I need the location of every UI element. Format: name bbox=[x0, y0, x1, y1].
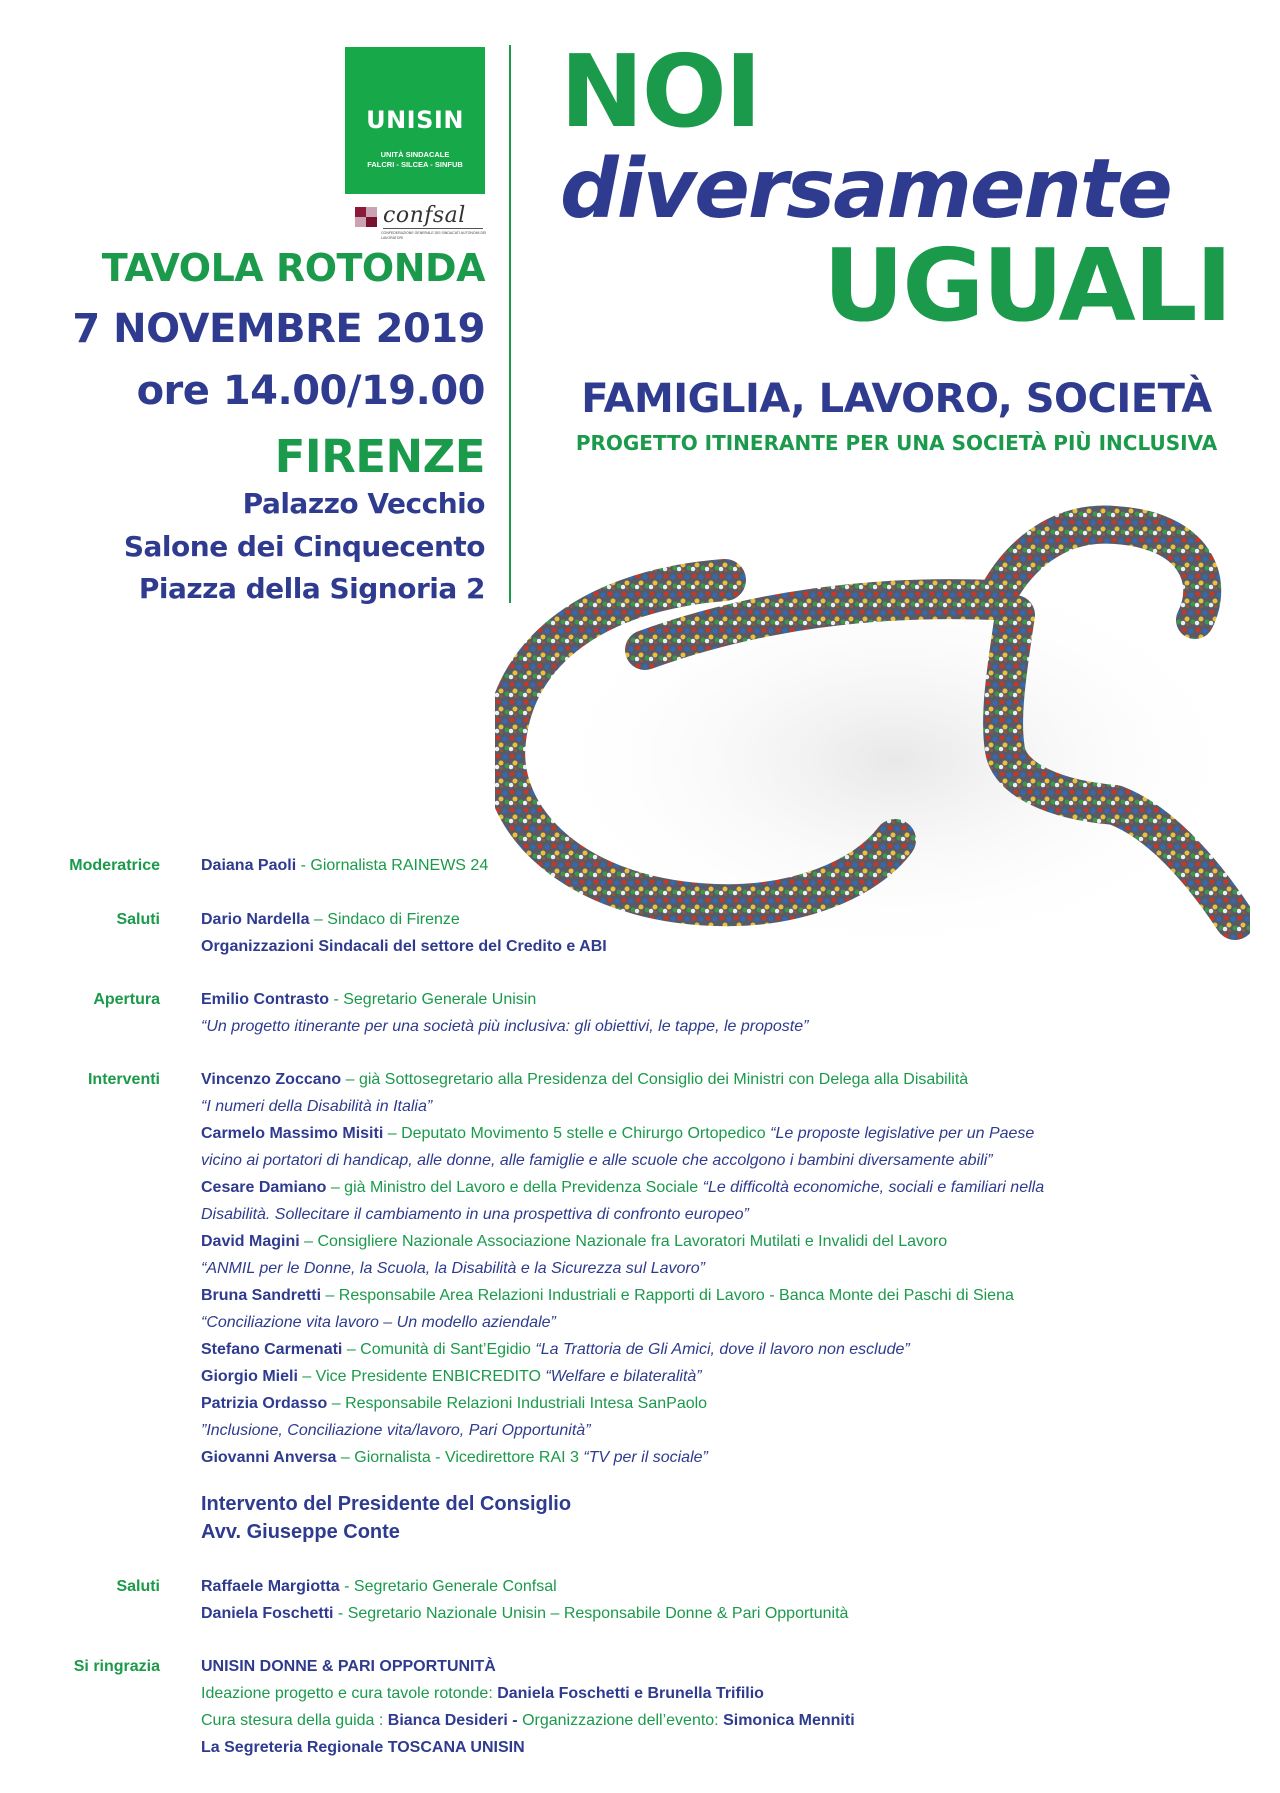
guida-name: Bianca Desideri bbox=[387, 1712, 508, 1729]
foschetti-name: Daniela Foschetti bbox=[201, 1605, 334, 1622]
carmenati-role: – Comunità di Sant’Egidio bbox=[342, 1341, 536, 1358]
org-evento-text: Organizzazione dell’evento: bbox=[522, 1712, 724, 1729]
moderatrice-role: - Giornalista RAINEWS 24 bbox=[296, 857, 489, 874]
title-uguali: UGUALI bbox=[823, 227, 1231, 344]
sandretti-name: Bruna Sandretti bbox=[201, 1287, 322, 1304]
sandretti-quote: “Conciliazione vita lavoro – Un modello aziendale” bbox=[201, 1314, 556, 1331]
interventi-label: Interventi bbox=[87, 1071, 160, 1088]
event-time: ore 14.00/19.00 bbox=[136, 368, 485, 414]
tagline: PROGETTO ITINERANTE PER UNA SOCIETÀ PIÙ INCLUSIVA bbox=[575, 431, 1218, 455]
anversa-quote: “TV per il sociale” bbox=[583, 1449, 708, 1466]
misiti-quote-2: vicino ai portatori di handicap, alle donne, alle famiglie e alle scuole che accolgono i bambini diversamente abili” bbox=[201, 1152, 993, 1169]
confsal-tagline: CONFEDERAZIONE GENERALE DEI SINDACATI AUTONOMI DEI LAVORATORI bbox=[381, 231, 487, 240]
saluti2-label: Saluti bbox=[116, 1578, 160, 1595]
title-diversamente: diversamente bbox=[560, 142, 1171, 237]
moderatrice-name: Daiana Paoli bbox=[201, 857, 297, 874]
guida-text: Cura stesura della guida : bbox=[201, 1712, 388, 1729]
magini-name: David Magini bbox=[201, 1233, 300, 1250]
zoccano-role: – già Sottosegretario alla Presidenza del Consiglio dei Ministri con Delega alla Disabilità bbox=[341, 1071, 969, 1088]
confsal-logo-name: confsal bbox=[383, 203, 466, 228]
mieli-name: Giorgio Mieli bbox=[201, 1368, 298, 1385]
margiotta-name: Raffaele Margiotta bbox=[201, 1578, 340, 1595]
mieli-quote: “Welfare e bilateralità” bbox=[545, 1368, 702, 1385]
ringrazia-org: UNISIN DONNE & PARI OPPORTUNITÀ bbox=[201, 1658, 496, 1675]
margiotta-role: - Segretario Generale Confsal bbox=[339, 1578, 557, 1595]
segreteria: La Segreteria Regionale TOSCANA UNISIN bbox=[201, 1739, 525, 1756]
org-evento-name: Simonica Menniti bbox=[723, 1712, 855, 1729]
magini-quote: “ANMIL per le Donne, la Scuola, la Disabilità e la Sicurezza sul Lavoro” bbox=[201, 1260, 705, 1277]
unisin-sub-line1: UNITÀ SINDACALE bbox=[380, 150, 450, 159]
anversa-role: – Giornalista - Vicedirettore RAI 3 bbox=[336, 1449, 584, 1466]
title-noi: NOI bbox=[560, 33, 760, 150]
ordasso-role: – Responsabile Relazioni Industriali Intesa SanPaolo bbox=[327, 1395, 708, 1412]
saluti1-name: Dario Nardella bbox=[201, 911, 310, 928]
confsal-logo bbox=[355, 203, 490, 239]
event-city: FIRENZE bbox=[274, 430, 485, 483]
ideazione-text: Ideazione progetto e cura tavole rotonde: bbox=[201, 1685, 498, 1702]
ringrazia-label: Si ringrazia bbox=[73, 1658, 160, 1675]
damiano-role: – già Ministro del Lavoro e della Previdenza Sociale bbox=[326, 1179, 703, 1196]
zoccano-quote: “I numeri della Disabilità in Italia” bbox=[201, 1098, 433, 1115]
unisin-logo-name: UNISIN bbox=[366, 106, 464, 134]
presidente-line2: Avv. Giuseppe Conte bbox=[201, 1521, 400, 1543]
moderatrice-label: Moderatrice bbox=[69, 857, 160, 874]
unisin-logo-subtitle bbox=[345, 150, 485, 170]
subtitle: FAMIGLIA, LAVORO, SOCIETÀ bbox=[581, 376, 1212, 422]
mieli-role: – Vice Presidente ENBICREDITO bbox=[297, 1368, 546, 1385]
saluti1-org: Organizzazioni Sindacali del settore del Credito e ABI bbox=[201, 938, 607, 955]
misiti-role: – Deputato Movimento 5 stelle e Chirurgo Ortopedico bbox=[383, 1125, 771, 1142]
foschetti-role: - Segretario Nazionale Unisin – Responsabile Donne & Pari Opportunità bbox=[333, 1605, 849, 1622]
ordasso-quote: ”Inclusione, Conciliazione vita/lavoro, Pari Opportunità” bbox=[201, 1422, 591, 1439]
apertura-label: Apertura bbox=[93, 991, 160, 1008]
damiano-name: Cesare Damiano bbox=[201, 1179, 327, 1196]
crowd-wheelchair-image bbox=[495, 500, 1250, 960]
apertura-quote: “Un progetto itinerante per una società più inclusiva: gli obiettivi, le tappe, le proposte” bbox=[201, 1018, 809, 1035]
ideazione-names: Daniela Foschetti e Brunella Trifilio bbox=[497, 1685, 764, 1702]
carmenati-quote: “La Trattoria de Gli Amici, dove il lavoro non esclude” bbox=[535, 1341, 910, 1358]
damiano-quote-1: “Le difficoltà economiche, sociali e familiari nella bbox=[702, 1179, 1045, 1196]
event-venue2: Salone dei Cinquecento bbox=[123, 530, 485, 563]
event-type: TAVOLA ROTONDA bbox=[101, 246, 485, 290]
confsal-squares-icon bbox=[355, 207, 379, 229]
ringrazia-separator: - bbox=[507, 1712, 523, 1729]
carmenati-name: Stefano Carmenati bbox=[201, 1341, 343, 1358]
saluti1-label: Saluti bbox=[116, 911, 160, 928]
presidente-line1: Intervento del Presidente del Consiglio bbox=[201, 1493, 572, 1515]
ordasso-name: Patrizia Ordasso bbox=[201, 1395, 328, 1412]
magini-role: – Consigliere Nazionale Associazione Nazionale fra Lavoratori Mutilati e Invalidi del Lavoro bbox=[299, 1233, 948, 1250]
anversa-name: Giovanni Anversa bbox=[201, 1449, 337, 1466]
unisin-sub-line2: FALCRI - SILCEA - SINFUB bbox=[367, 160, 463, 169]
sandretti-role: – Responsabile Area Relazioni Industriali e Rapporti di Lavoro - Banca Monte dei Paschi di Siena bbox=[321, 1287, 1014, 1304]
unisin-logo bbox=[345, 47, 485, 194]
zoccano-name: Vincenzo Zoccano bbox=[201, 1071, 342, 1088]
misiti-quote-1: “Le proposte legislative per un Paese bbox=[770, 1125, 1035, 1142]
misiti-name: Carmelo Massimo Misiti bbox=[201, 1125, 384, 1142]
damiano-quote-2: Disabilità. Sollecitare il cambiamento in una prospettiva di confronto europeo” bbox=[201, 1206, 749, 1223]
confsal-underline bbox=[383, 228, 483, 229]
apertura-name: Emilio Contrasto bbox=[201, 991, 330, 1008]
event-date: 7 NOVEMBRE 2019 bbox=[72, 306, 485, 352]
event-address: Piazza della Signoria 2 bbox=[138, 572, 485, 605]
apertura-role: - Segretario Generale Unisin bbox=[329, 991, 537, 1008]
event-venue1: Palazzo Vecchio bbox=[242, 487, 485, 520]
saluti1-role: – Sindaco di Firenze bbox=[309, 911, 460, 928]
